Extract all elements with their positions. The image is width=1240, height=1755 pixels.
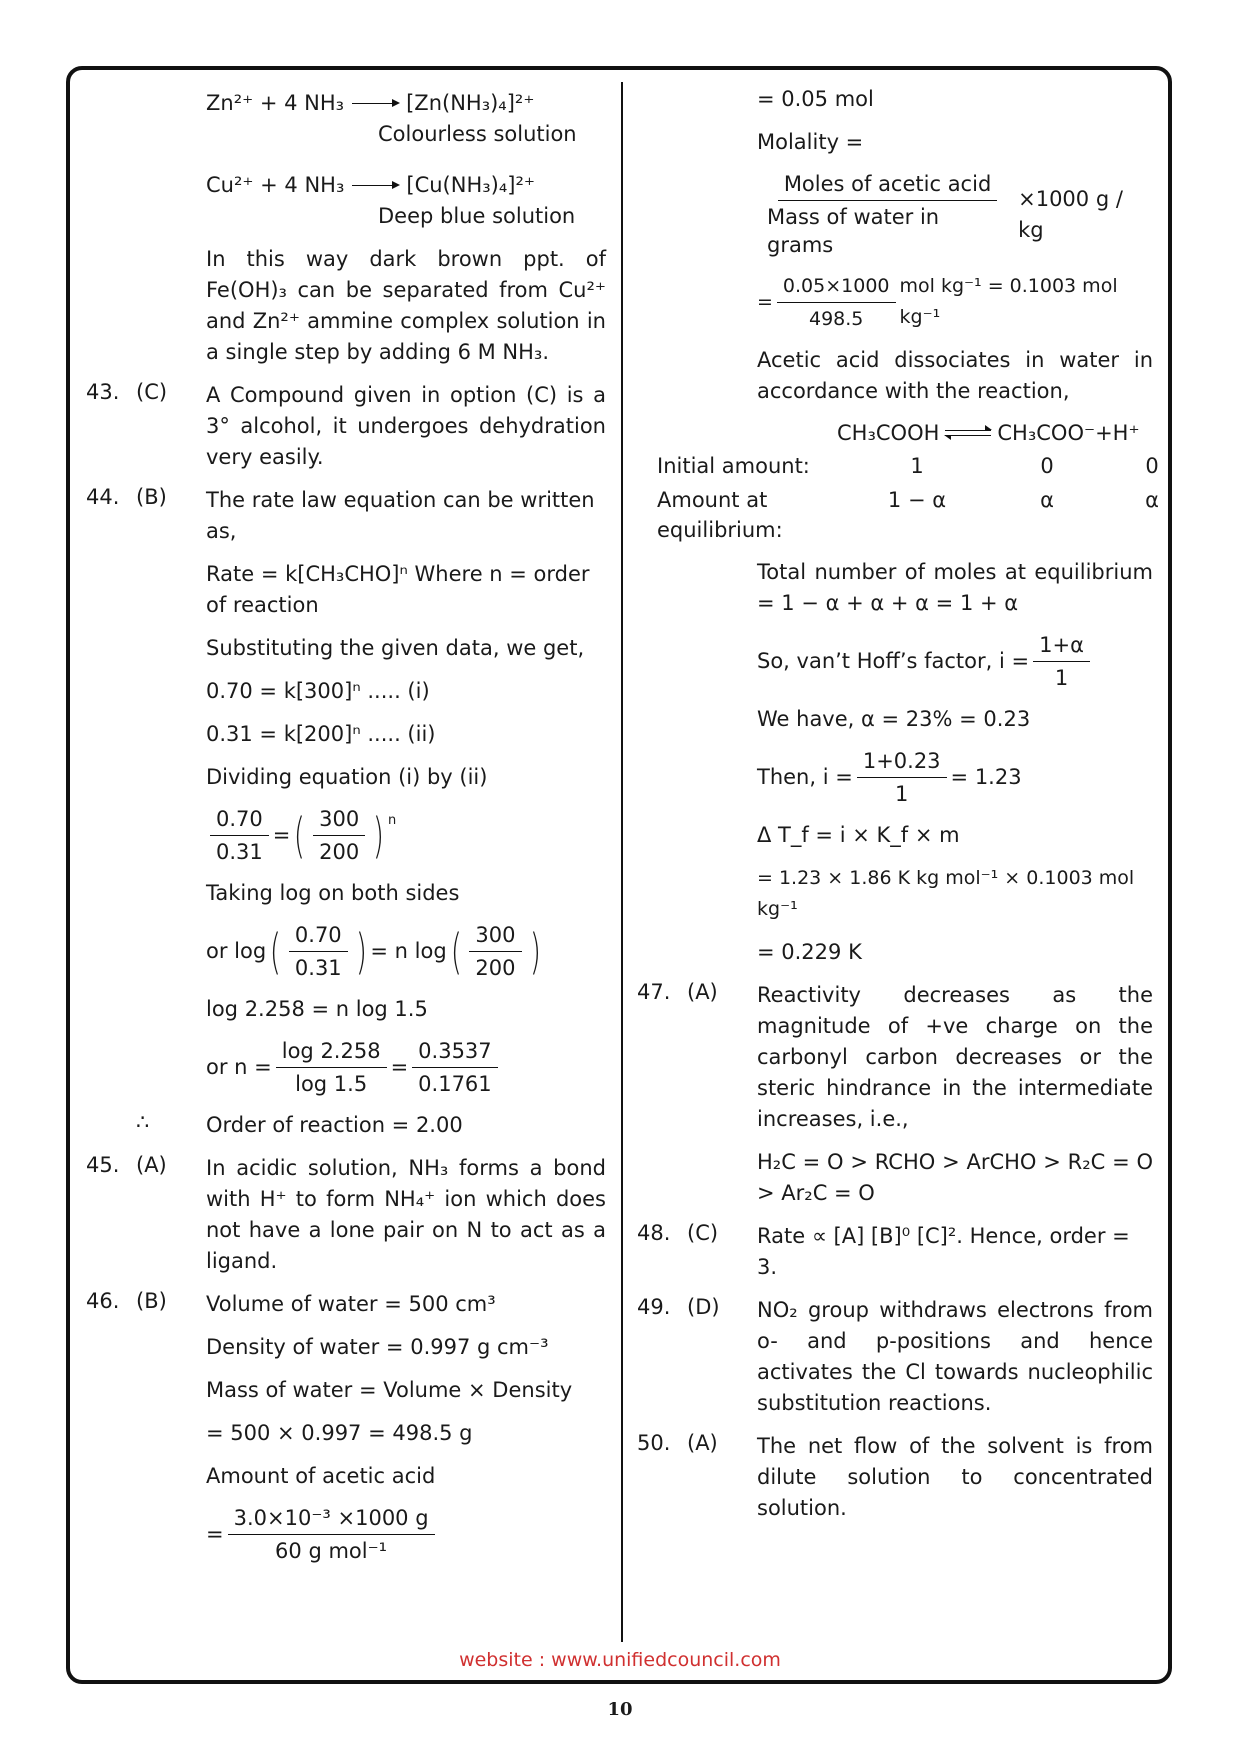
question-number: 43. [86, 380, 120, 404]
answer-option: (C) [136, 380, 168, 404]
question-number: 50. [637, 1431, 671, 1455]
fraction-n: or n = $\frac{\log 2.258}{\log 1.5}$ = $\frac{0.3537}{0.1761}$ [206, 1037, 606, 1098]
eq-lhs: Zn²⁺ + 4 NH₃ [206, 91, 345, 115]
fraction-amount: = $\frac{\text{3.0×10⁻³ ×1000 g}}{\text{60 g mol⁻¹}}$ [206, 1504, 606, 1565]
answer-option: (C) [687, 1221, 719, 1245]
text-line: Order of reaction = 2.00 [206, 1113, 463, 1137]
answer-option: (A) [136, 1153, 167, 1177]
answer-text: NO₂ group withdraws electrons from o- and p-positions and hence activates the Cl towards nucleophilic substitution reactions. [757, 1298, 1153, 1415]
answer-option: (D) [687, 1295, 720, 1319]
question-number: 49. [637, 1295, 671, 1319]
reaction-arrow [352, 103, 398, 104]
question-number: 47. [637, 980, 671, 1004]
text-line: Amount of acetic acid [206, 1464, 436, 1488]
answer-text: A Compound given in option (C) is a 3° alcohol, it undergoes dehydration very easily. [206, 383, 606, 469]
text-line: log 2.258 = n log 1.5 [206, 997, 428, 1021]
answer-43 [86, 380, 606, 473]
fraction-vant-hoff: So, van’t Hoff’s factor, i = $\frac{1+\alpha}{1}$ [757, 631, 1153, 692]
answer-49 [637, 1295, 1153, 1419]
fraction-molality-value: = $\frac{0.05\times 1000}{498.5}$ mol kg⁻¹ = 0.1003 mol kg⁻¹ [757, 271, 1153, 333]
text-line: Acetic acid dissociates in water in accordance with the reaction, [757, 348, 1153, 403]
eq-note: Colourless solution [378, 122, 577, 146]
question-number: 45. [86, 1153, 120, 1177]
paragraph: In this way dark brown ppt. of Fe(OH)₃ can be separated from Cu²⁺ and Zn²⁺ ammine complex solution in a single step by adding 6 M NH₃. [206, 247, 606, 364]
eq-rhs: [Zn(NH₃)₄]²⁺ [406, 91, 535, 115]
answer-46 [86, 1289, 606, 1320]
website-footer: website : www.unifiedcouncil.com [459, 1649, 781, 1671]
fraction-ratio: $\frac{0.70}{0.31}$ = ( $\frac{300}{200}$ ) $^n$ [206, 805, 606, 866]
text-line: 0.70 = k[300]ⁿ ..... (i) [206, 679, 430, 703]
dissociation-reaction: CH₃COOH CH₃COO⁻+H⁺ [837, 421, 1140, 445]
answer-47 [637, 980, 1153, 1135]
fraction-molality: $\frac{\text{Moles of acetic acid}}{\text{Mass of water in grams}}$ ×1000 g / kg [767, 172, 1123, 257]
text-line: = 1.23 × 1.86 K kg mol⁻¹ × 0.1003 mol kg⁻¹ [757, 867, 1135, 920]
text-line: Taking log on both sides [206, 881, 460, 905]
text-line: Δ T_f = i × K_f × m [757, 823, 960, 847]
eq-lhs: Cu²⁺ + 4 NH₃ [206, 173, 345, 197]
text-line: We have, α = 23% = 0.23 [757, 707, 1031, 731]
right-column [637, 84, 1159, 1536]
text-line: H₂C = O > RCHO > ArCHO > R₂C = O > Ar₂C = O [757, 1150, 1153, 1205]
eq-note: Deep blue solution [378, 204, 576, 228]
left-column [86, 84, 606, 1565]
text-line: = 0.05 mol [757, 87, 874, 111]
therefore-symbol: ∴ [136, 1110, 150, 1134]
answer-text: The rate law equation can be written as, [206, 488, 595, 543]
text-line: Mass of water = Volume × Density [206, 1378, 573, 1402]
answer-50 [637, 1431, 1153, 1524]
page-number: 10 [607, 1699, 633, 1720]
text-line: 0.31 = k[200]ⁿ ..... (ii) [206, 722, 436, 746]
fraction-i: Then, i = $\frac{1+0.23}{1}$ = 1.23 [757, 749, 1022, 806]
answer-45 [86, 1153, 606, 1277]
answer-option: (B) [136, 485, 167, 509]
answer-text: Reactivity decreases as the magnitude of +ve charge on the carbonyl carbon decreases or the steric hindrance in the intermediate increases, i.e., [757, 983, 1153, 1131]
question-number: 48. [637, 1221, 671, 1245]
column-divider [621, 82, 623, 1642]
answer-option: (B) [136, 1289, 167, 1313]
equilibrium-arrow [945, 430, 991, 436]
reaction-arrow [352, 185, 398, 186]
text-line: Density of water = 0.997 g cm⁻³ [206, 1335, 549, 1359]
text-line: = 500 × 0.997 = 498.5 g [206, 1421, 473, 1445]
answer-option: (A) [687, 980, 718, 1004]
equation-zn [206, 88, 606, 150]
answer-text: Volume of water = 500 cm³ [206, 1292, 496, 1316]
therefore-line [86, 1110, 606, 1141]
eq-rhs: [Cu(NH₃)₄]²⁺ [406, 173, 535, 197]
text-line: = 0.229 K [757, 940, 862, 964]
answer-option: (A) [687, 1431, 718, 1455]
text-line: Molality = [757, 130, 864, 154]
question-number: 46. [86, 1289, 120, 1313]
answer-44 [86, 485, 606, 547]
answer-text: Rate ∝ [A] [B]⁰ [C]². Hence, order = 3. [757, 1224, 1130, 1279]
answer-text: In acidic solution, NH₃ forms a bond with H⁺ to form NH₄⁺ ion which does not have a lone pair on N to act as a ligand. [206, 1156, 606, 1273]
equation-cu [206, 170, 606, 232]
text-line: Rate = k[CH₃CHO]ⁿ Where n = order of reaction [206, 562, 590, 617]
text-line: Dividing equation (i) by (ii) [206, 765, 488, 789]
equilibrium-table: Initial amount: 1 0 0 Amount at equilibrium: 1 − α α α [657, 454, 1159, 542]
fraction-log: or log ( $\frac{0.70}{0.31}$ ) = n log ( $\frac{300}{200}$ ) [206, 923, 541, 980]
text-line: Substituting the given data, we get, [206, 636, 585, 660]
text-line: Total number of moles at equilibrium = 1 − α + α + α = 1 + α [757, 560, 1153, 615]
answer-48 [637, 1221, 1153, 1283]
question-number: 44. [86, 485, 120, 509]
answer-text: The net flow of the solvent is from dilute solution to concentrated solution. [757, 1434, 1153, 1520]
